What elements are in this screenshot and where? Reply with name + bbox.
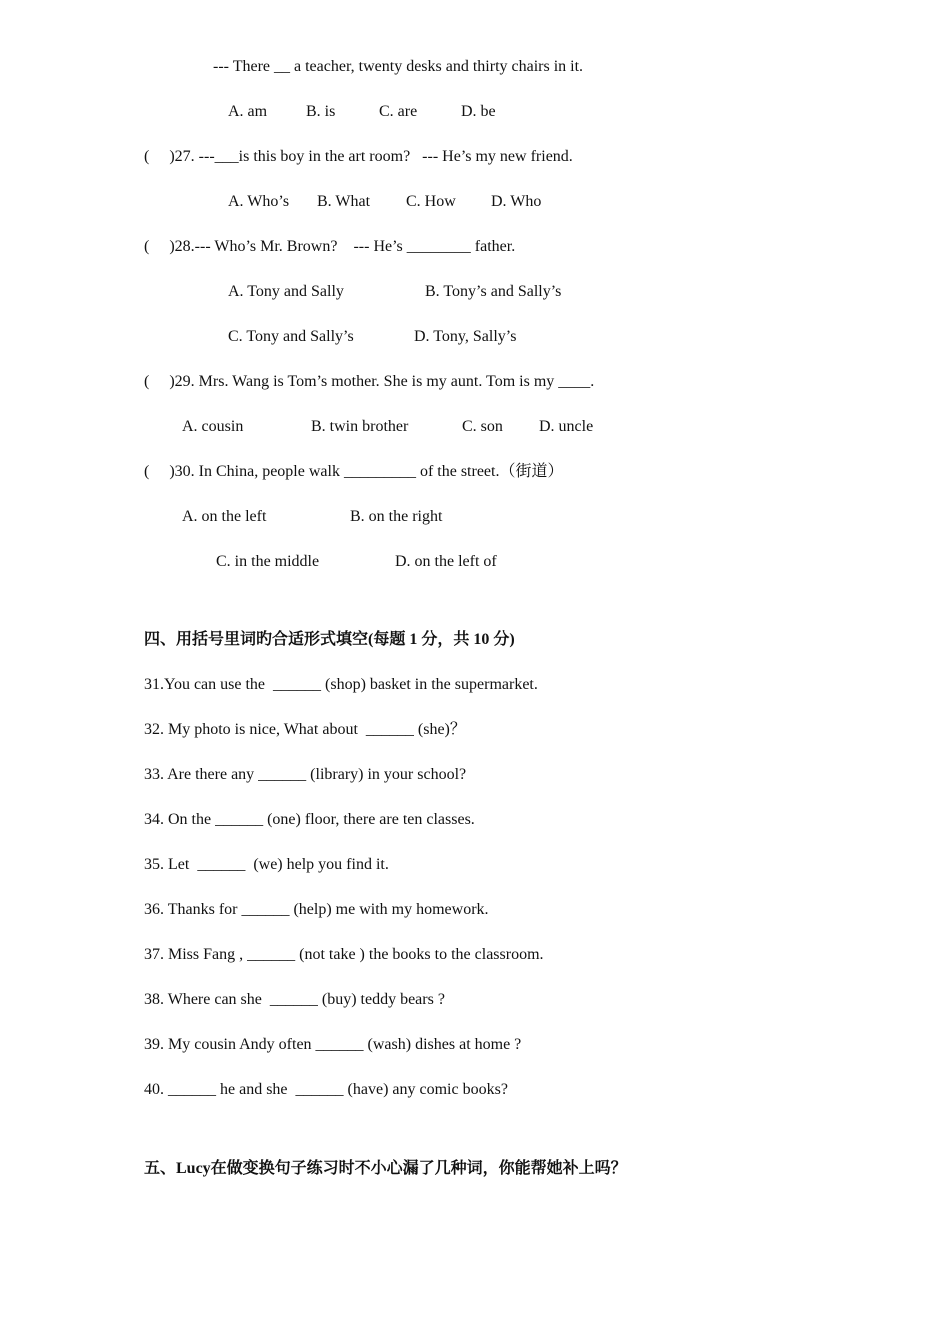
q27-option-a: A. Who’s (228, 193, 290, 210)
q30-option-c: C. in the middle (216, 553, 320, 570)
question-32: 32. My photo is nice, What about ______ (she)？ (144, 721, 466, 738)
question-31: 31.You can use the ______ (shop) basket in the supermarket. (144, 676, 538, 693)
q26-option-d: D. be (461, 103, 496, 120)
q30-option-b: B. on the right (350, 508, 443, 525)
question-29: ( )29. Mrs. Wang is Tom’s mother. She is my aunt. Tom is my ____. (144, 373, 595, 390)
question-28: ( )28.--- Who’s Mr. Brown? --- He’s ________ father. (144, 238, 516, 255)
question-30: ( )30. In China, people walk _________ of the street.（街道） (144, 463, 564, 480)
q28-option-c: C. Tony and Sally’s (228, 328, 354, 345)
q28-option-a: A. Tony and Sally (228, 283, 344, 300)
q30-option-a: A. on the left (182, 508, 267, 525)
question-33: 33. Are there any ______ (library) in your school? (144, 766, 467, 783)
question-27: ( )27. ---___is this boy in the art room? --- He’s my new friend. (144, 148, 573, 165)
q26-option-b: B. is (306, 103, 336, 120)
q27-option-d: D. Who (491, 193, 542, 210)
question-36: 36. Thanks for ______ (help) me with my homework. (144, 901, 489, 918)
q29-option-d: D. uncle (539, 418, 594, 435)
q27-option-b: B. What (317, 193, 371, 210)
question-34: 34. On the ______ (one) floor, there are ten classes. (144, 811, 475, 828)
q28-option-d: D. Tony, Sally’s (414, 328, 517, 345)
q30-option-d: D. on the left of (395, 553, 497, 570)
q29-option-a: A. cousin (182, 418, 244, 435)
q26-option-c: C. are (379, 103, 418, 120)
section-4-heading: 四、用括号里词旳合适形式填空(每题 1 分，共 10 分) (144, 631, 515, 648)
question-40: 40. ______ he and she ______ (have) any comic books? (144, 1081, 508, 1098)
q26-option-a: A. am (228, 103, 268, 120)
q29-option-b: B. twin brother (311, 418, 409, 435)
question-38: 38. Where can she ______ (buy) teddy bears ? (144, 991, 445, 1008)
q29-option-c: C. son (462, 418, 503, 435)
section-5-heading: 五、Lucy在做变换句子练习时不小心漏了几种词，你能帮她补上吗？ (144, 1160, 627, 1177)
q28-option-b: B. Tony’s and Sally’s (425, 283, 562, 300)
question-37: 37. Miss Fang , ______ (not take ) the books to the classroom. (144, 946, 544, 963)
question-26-line: --- There __ a teacher, twenty desks and thirty chairs in it. (213, 58, 584, 75)
q27-option-c: C. How (406, 193, 456, 210)
question-39: 39. My cousin Andy often ______ (wash) dishes at home ? (144, 1036, 522, 1053)
question-35: 35. Let ______ (we) help you find it. (144, 856, 389, 873)
